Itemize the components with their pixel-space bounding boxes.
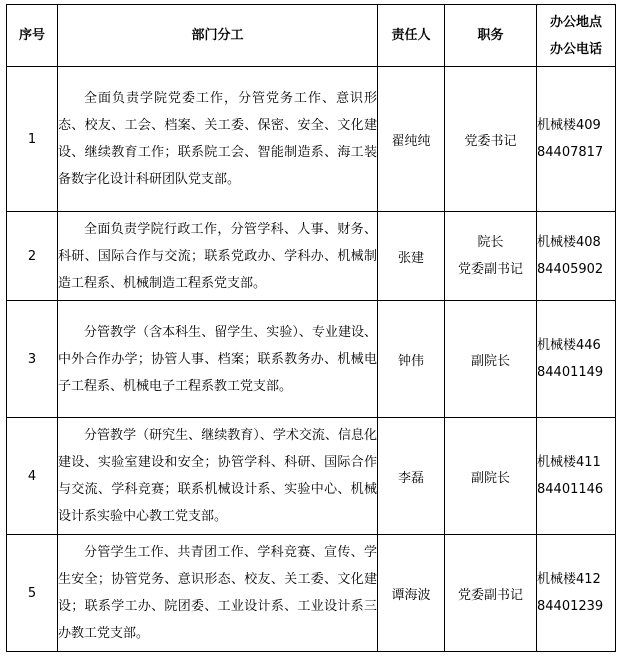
cell-post [445, 535, 537, 652]
table-row [7, 418, 616, 535]
post-line1: 党委书记 [464, 133, 517, 149]
table-header-row [7, 5, 616, 67]
office-location: 机械楼409 [537, 118, 601, 133]
office-phone: 84401149 [537, 365, 604, 380]
header-post: 职务 [445, 5, 537, 67]
dept-text: 分管教学（含本科生、留学生、实验）、专业建设、中外合作办学；协管人事、档案；联系教务办、机械电子工程系、机械电子工程系教工党支部。 [58, 324, 377, 394]
cell-office [537, 212, 616, 301]
cell-dept [58, 301, 378, 418]
cell-person: 翟纯纯 [378, 67, 445, 212]
dept-text: 分管学生工作、共青团工作、学科竞赛、宣传、学生安全；协管党务、意识形态、校友、关工委、文化建设；联系学工办、院团委、工业设计系、工业设计系三办教工党支部。 [58, 545, 377, 641]
office-location: 机械楼411 [537, 455, 601, 470]
cell-office [537, 418, 616, 535]
cell-post [445, 301, 537, 418]
header-no: 序号 [7, 5, 58, 67]
cell-no: 1 [7, 67, 58, 212]
header-office [537, 5, 616, 67]
header-dept: 部门分工 [58, 5, 378, 67]
cell-no: 3 [7, 301, 58, 418]
dept-text: 分管教学（研究生、继续教育）、学术交流、信息化建设、实验室建设和安全；协管学科、科研、国际合作与交流、学科竞赛；联系机械设计系、实验中心、机械设计系实验中心教工党支部。 [58, 428, 377, 524]
table-row [7, 67, 616, 212]
dept-text: 全面负责学院行政工作，分管学科、人事、财务、科研、国际合作与交流；联系党政办、学科办、机械制造工程系、机械制造工程系党支部。 [58, 221, 377, 291]
cell-dept [58, 418, 378, 535]
cell-office [537, 67, 616, 212]
post-line1: 院长 [477, 235, 504, 250]
header-person: 责任人 [378, 5, 445, 67]
cell-dept [58, 212, 378, 301]
office-phone: 84401146 [537, 482, 604, 497]
office-location: 机械楼412 [537, 572, 601, 587]
table-row [7, 301, 616, 418]
table-row [7, 212, 616, 301]
post-line2: 党委副书记 [457, 262, 523, 277]
cell-office [537, 301, 616, 418]
cell-dept [58, 67, 378, 212]
cell-dept [58, 535, 378, 652]
office-phone: 84401239 [537, 599, 604, 614]
cell-no: 2 [7, 212, 58, 301]
table-row [7, 535, 616, 652]
office-phone: 84407817 [537, 145, 604, 160]
office-location: 机械楼408 [537, 235, 601, 250]
cell-person: 李磊 [378, 418, 445, 535]
post-line1: 副院长 [470, 353, 510, 369]
cell-post [445, 67, 537, 212]
cell-office [537, 535, 616, 652]
cell-person: 张建 [378, 212, 445, 301]
post-line1: 副院长 [470, 470, 510, 486]
cell-post [445, 212, 537, 301]
header-office-line1: 办公地点 [549, 14, 602, 30]
cell-no: 4 [7, 418, 58, 535]
header-office-line2: 办公电话 [549, 41, 602, 57]
cell-no: 5 [7, 535, 58, 652]
cell-post [445, 418, 537, 535]
office-location: 机械楼446 [537, 338, 601, 353]
dept-text: 全面负责学院党委工作，分管党务工作、意识形态、校友、工会、档案、关工委、保密、安全、文化建设、继续教育工作；联系院工会、智能制造系、海工装备数字化设计科研团队党支部。 [58, 91, 377, 187]
post-line1: 党委副书记 [457, 587, 523, 603]
duty-table [6, 4, 616, 652]
cell-person: 钟伟 [378, 301, 445, 418]
cell-person: 谭海波 [378, 535, 445, 652]
office-phone: 84405902 [537, 262, 604, 277]
